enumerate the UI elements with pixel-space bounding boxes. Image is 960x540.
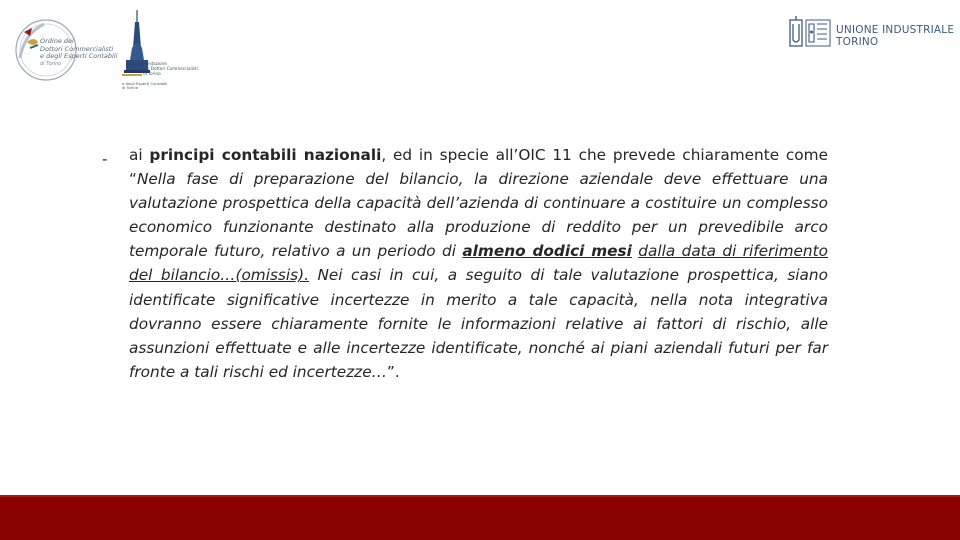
mole-line-1: Fondazione <box>143 61 167 66</box>
body-paragraph <box>129 143 828 384</box>
unione-industriale-logo <box>788 14 955 54</box>
bullet-dash: - <box>102 150 108 168</box>
unione-industriale-city: TORINO <box>836 36 879 48</box>
mole-line-2: dei Dottori Commercialisti <box>143 65 198 71</box>
fondazione-logo <box>118 8 198 100</box>
mole-sub-line-1: e degli Esperti Contabili <box>122 81 168 86</box>
segment-quote-part-1: Nella fase di preparazione del bilancio, la direzione aziendale deve effettuare una valutazione prospettica della capacità dell’azienda di continuare a costituire un complesso economico funzionante destinato alla produzione di reddito per un prevedibile arco temporale futuro, relativo a un periodo di <box>129 170 828 261</box>
segment-closing-quote: ”. <box>386 362 400 381</box>
segment-quote-part-2: Nei casi in cui, a seguito di tale valutazione prospettica, siano identificate significative incertezze in merito a tale capacità, nella nota integrativa dovranno essere chiaramente fornite le informazioni relative ai fattori di rischio, alle assunzioni effettuate e alle incertezze identificate, nonché ai piani aziendali futuri per far fronte a tali rischi ed incertezze… <box>129 266 828 381</box>
odcec-logo <box>10 12 118 84</box>
unione-industriale-name: UNIONE INDUSTRIALE <box>836 24 955 36</box>
mole-line-3: di Torino <box>143 70 161 76</box>
unione-industriale-emblem-icon <box>788 14 836 54</box>
segment-intro: ai <box>129 146 150 164</box>
odcec-line-4: di Torino <box>40 60 62 67</box>
segment-oic-11: , ed in specie all’OIC 11 che prevede chiaramente come “ <box>129 146 828 189</box>
segment-almeno-dodici-mesi: almeno dodici mesi <box>462 242 632 261</box>
odcec-line-1: Ordine dei <box>40 37 74 45</box>
mole-sub-line-2: di Torino <box>122 85 139 91</box>
odcec-line-2: Dottori Commercialisti <box>40 44 114 53</box>
segment-principi-contabili: principi contabili nazionali <box>149 146 382 164</box>
footer-bar <box>0 497 960 540</box>
segment-data-riferimento: dalla data di riferimento del bilancio…(omissis). <box>129 242 828 285</box>
odcec-line-3: e degli Esperti Contabili <box>40 52 118 60</box>
